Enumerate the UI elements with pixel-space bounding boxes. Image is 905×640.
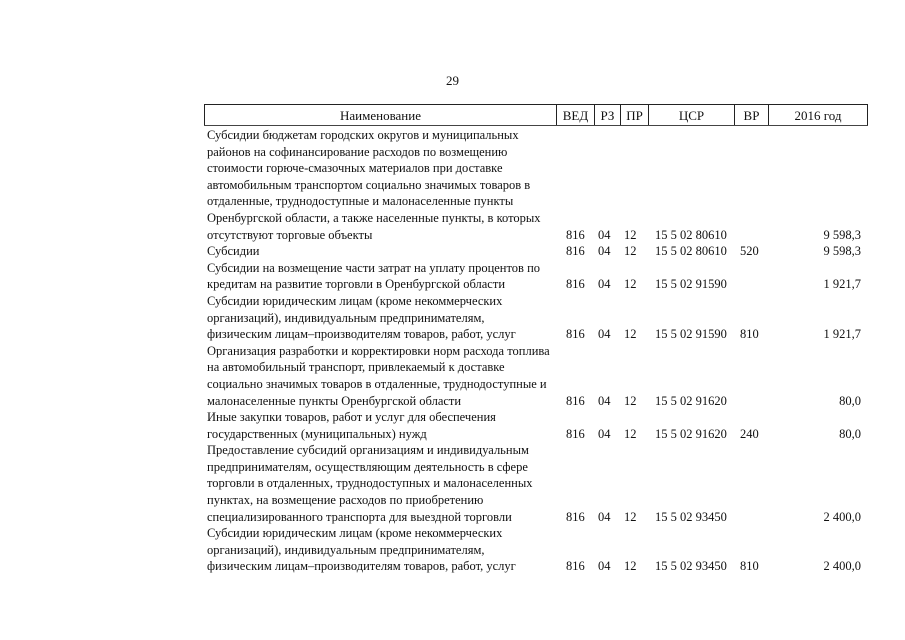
row-csr: 15 5 02 91590 [655, 277, 727, 292]
row-rz: 04 [598, 227, 611, 242]
row-ved: 816 [566, 393, 585, 408]
row-name: Субсидии юридическим лицам (кроме некоммерческих организаций), индивидуальным предпринимателям, физическим лицам–производителям товаров, работ, услуг [207, 526, 516, 574]
header-rz: РЗ [594, 104, 620, 126]
row-amount: 2 400,0 [823, 559, 861, 574]
row-ved: 816 [566, 559, 585, 574]
row-amount: 80,0 [839, 426, 861, 441]
row-csr: 15 5 02 91590 [655, 327, 727, 342]
row-pr: 12 [624, 509, 637, 524]
page-number: 29 [446, 73, 459, 88]
row-ved: 816 [566, 426, 585, 441]
row-ved: 816 [566, 244, 585, 259]
row-name: Субсидии бюджетам городских округов и муниципальных районов на софинансирование расходов по возмещению стоимости горюче-смазочных материалов при доставке автомобильным транспортом социально значимых товаров в отдаленные, труднодоступные и малонаселенные пункты Оренбургской области, а также населенные пункты, в которых отсутствуют торговые объекты [207, 128, 541, 242]
row-amount: 1 921,7 [823, 327, 861, 342]
row-rz: 04 [598, 393, 611, 408]
row-pr: 12 [624, 244, 637, 259]
row-ved: 816 [566, 509, 585, 524]
header-ved: ВЕД [556, 104, 594, 126]
row-rz: 04 [598, 327, 611, 342]
row-vr: 240 [740, 426, 759, 441]
row-name: Организация разработки и корректировки норм расхода топлива на автомобильный транспорт, привлекаемый к доставке социально значимых товаров в отдаленные, труднодоступные и малонаселенные пункты Оренбургской области [207, 343, 550, 408]
row-csr: 15 5 02 91620 [655, 426, 727, 441]
row-name: Предоставление субсидий организациям и индивидуальным предпринимателям, осуществляющим деятельность в сфере торговли в отдаленных, труднодоступных и малонаселенных пунктах, на возмещение расходов по приобретению специализированного транспорта для выездной торговли [207, 443, 533, 524]
row-name: Субсидии [207, 244, 260, 259]
row-csr: 15 5 02 93450 [655, 509, 727, 524]
row-csr: 15 5 02 91620 [655, 393, 727, 408]
row-amount: 2 400,0 [823, 509, 861, 524]
row-amount: 1 921,7 [823, 277, 861, 292]
row-name: Иные закупки товаров, работ и услуг для обеспечения государственных (муниципальных) нужд [207, 410, 496, 441]
row-pr: 12 [624, 559, 637, 574]
row-amount: 9 598,3 [823, 227, 861, 242]
table-row [0, 260, 905, 293]
header-name: Наименование [204, 104, 556, 126]
row-pr: 12 [624, 426, 637, 441]
row-amount: 9 598,3 [823, 244, 861, 259]
row-pr: 12 [624, 327, 637, 342]
row-rz: 04 [598, 559, 611, 574]
row-vr: 810 [740, 559, 759, 574]
header-pr: ПР [620, 104, 648, 126]
row-ved: 816 [566, 277, 585, 292]
row-amount: 80,0 [839, 393, 861, 408]
table-row [0, 525, 905, 575]
row-rz: 04 [598, 426, 611, 441]
row-ved: 816 [566, 227, 585, 242]
row-pr: 12 [624, 277, 637, 292]
row-ved: 816 [566, 327, 585, 342]
table-row [0, 127, 905, 243]
row-name: Субсидии юридическим лицам (кроме некоммерческих организаций), индивидуальным предпринимателям, физическим лицам–производителям товаров, работ, услуг [207, 293, 516, 342]
table-row [0, 343, 905, 409]
table-header-bottom-border [204, 125, 868, 126]
row-pr: 12 [624, 227, 637, 242]
table-header [204, 104, 868, 126]
row-csr: 15 5 02 80610 [655, 244, 727, 259]
header-vr: ВР [734, 104, 768, 126]
row-rz: 04 [598, 277, 611, 292]
table-body [0, 127, 905, 575]
table-row [0, 409, 905, 442]
row-vr: 810 [740, 327, 759, 342]
table-row [0, 442, 905, 525]
table-row [0, 293, 905, 343]
header-csr: ЦСР [648, 104, 734, 126]
row-pr: 12 [624, 393, 637, 408]
table-row [0, 243, 905, 260]
row-csr: 15 5 02 93450 [655, 559, 727, 574]
row-csr: 15 5 02 80610 [655, 227, 727, 242]
header-year: 2016 год [768, 104, 868, 126]
row-vr: 520 [740, 244, 759, 259]
row-rz: 04 [598, 244, 611, 259]
row-rz: 04 [598, 509, 611, 524]
row-name: Субсидии на возмещение части затрат на уплату процентов по кредитам на развитие торговли в Оренбургской области [207, 260, 541, 292]
